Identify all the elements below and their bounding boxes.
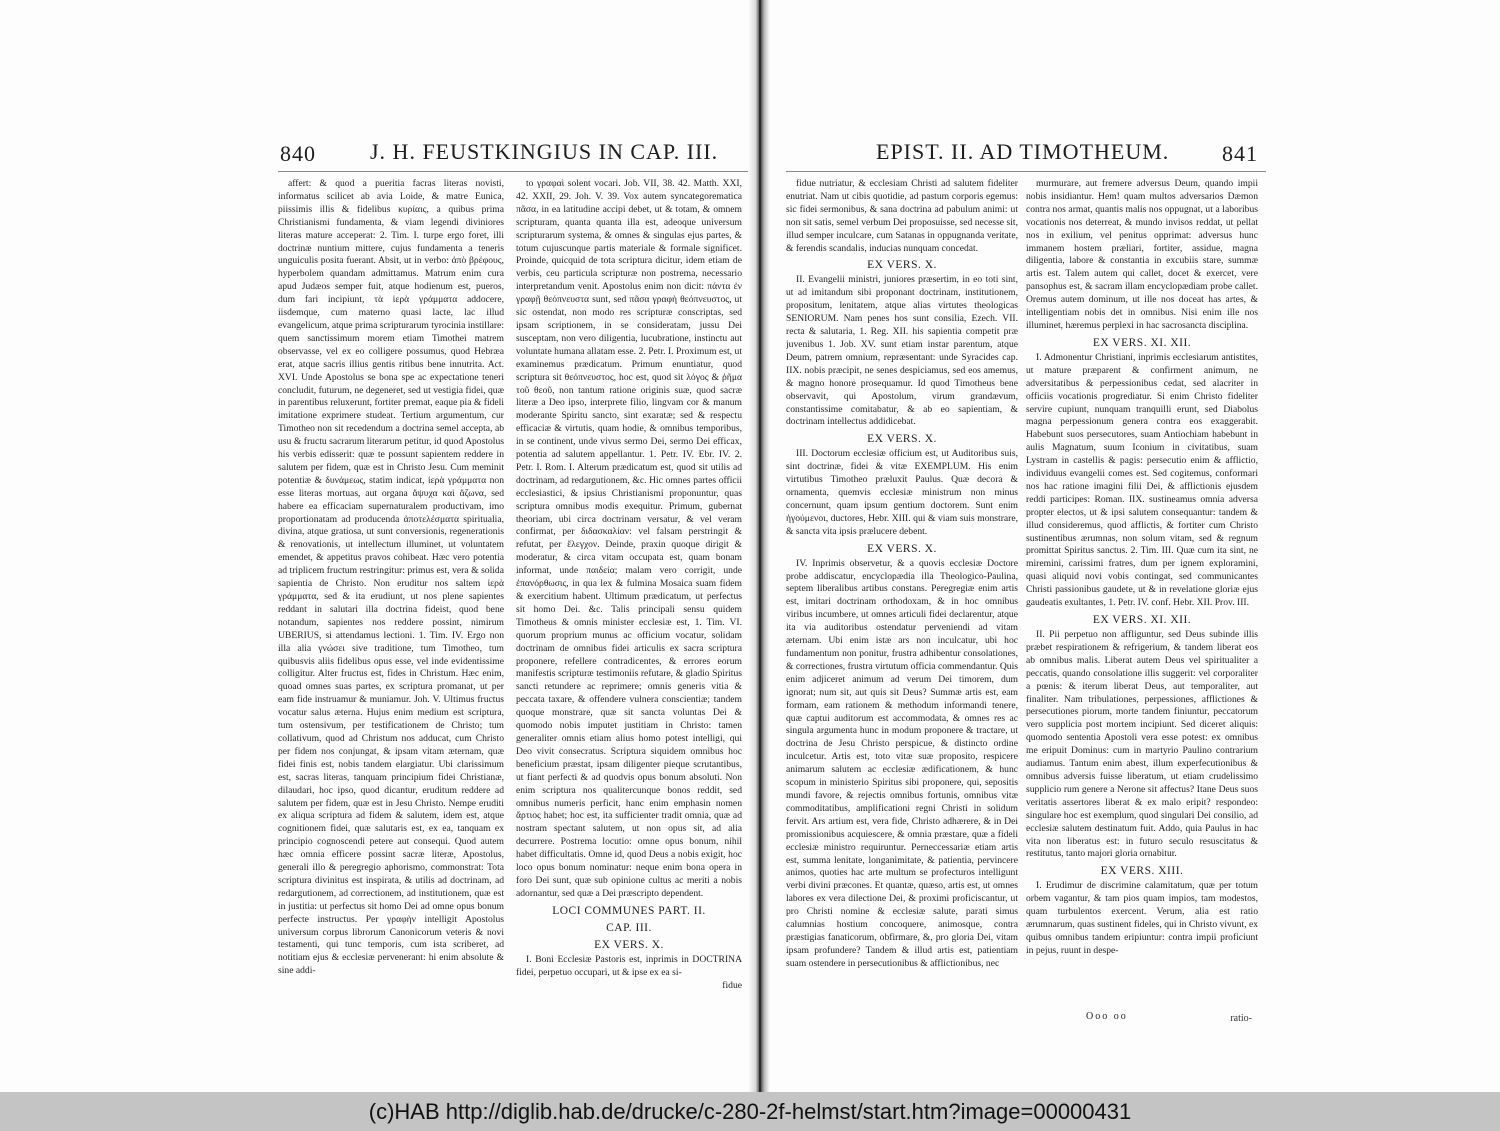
text-paragraph: II. Pii perpetuo non affliguntur, sed Deus subinde illis præbet respirationem & refrigerium, & tandem liberat eos ab omnibus malis. Liberat autem Deus vel spiritualiter a peccatis, quando consolatione illis suggerit: vel corporaliter a pœnis: & iterum liberat Deus, aut temporaliter, aut finaliter. Nam tribulationes, perpessiones, afflictiones & persecutiones piorum, morte tandem finiuntur, peccatorum vero supplicia post mortem incipiunt. Sed diceret aliquis: quomodo sententia Apostoli vera esse potest: ex omnibus me eripuit Dominus: cum in martyrio Paulino contrarium audiamus. Tantum enim abest, illum experfecutionibus & omnibus adversis fuisse liberatum, ut etiam crudelissimo supplicio rum genere a Nerone sit affectus? Itane Deus suos veritatis assertores liberat & ex malo eripit? respondeo: singulare hoc est exemplum, quod singulari Dei consilio, ad ecclesiæ salutem destinatum fuit. Addo, quia Paulus in hac vita non liberatus est: in futuro seculo resuscitatus & restitutus, tanto majori gloria ornabitur. [1026, 629, 1258, 860]
text-paragraph: I. Boni Ecclesiæ Pastoris est, inprimis in DOCTRINA fidei, perpetuo occupari, ut & ipse ex ea si- [516, 953, 742, 978]
section-heading: EX VERS. XI. XII. [1092, 614, 1192, 626]
text-paragraph: fidue nutriatur, & ecclesiam Christi ad salutem fideliter enutriat. Nam ut cibis quotidie, ad pastum corporis egemus: sic fidei sermonibus, & sana doctrina ad pabulum animi: ut non sit satis, semel verbum Dei proposuisse, sed necesse sit, illud semper inculcare, cum Satanas in oppugnanda veritate, & ferendis scandalis, inducias nunquam concedat. [786, 178, 1018, 254]
section-heading: EX VERS. X. [867, 259, 937, 272]
gutter-fold-line [759, 0, 761, 1092]
left-column-1 [278, 178, 504, 988]
right-page-columns [786, 178, 1266, 988]
text-paragraph: to γραφαὶ solent vocari. Job. VII, 38. 42. Matth. XXI, 42. XXII, 29. Joh. V. 39. Vox autem syncategorematica πᾶσα, in ea latitudine accipi debet, ut & totam, & omnem scripturam, quanta quanta illa est, adeoque universum scripturarum systema, & omnes & singulas ejus partes, & totum cujuscunque partis materiale & formale significet. Proinde, quicquid de tota scriptura dicitur, idem etiam de verbis, ceu particula scripturæ non postrema, necessario interpretandum venit. Apostolus enim non dicit: πάντα ἐν γραφῇ θεόπνευστα sunt, sed πᾶσα γραφὴ θεόπνευστος, ut sic ostendat, non modo res scripturæ conscriptas, sed ipsam scriptionem, in se consideratam, jussu Dei susceptam, non vero diligentia, lucubratione, instinctu aut voluntate humana allatam esse. 2. Petr. I. Proximum est, ut examinemus prædicatum. Primum enuntiatur, quod scriptura sit θεόπνευστος, hoc est, quod sit λόγος & ῥῆμα τοῦ θεοῦ, non tantum ratione originis suæ, quod sacræ literæ a Deo ipso, interprete filio, lingvam cor & manum moderante Spiritu sancto, sint exaratæ; sed & respectu efficaciæ & virtutis, quam hodie, & omnibus temporibus, in se continent, unde vivus sermo Dei, sermo Dei efficax, potentia ad salutem appellantur. 1. Petr. IV. Ebr. IV. 2. Petr. I. Rom. I. Alterum prædicatum est, quod sit utilis ad doctrinam, ad redargutionem, &c. Hic omnes partes officii ecclesiastici, & ipsius Christianismi proponuntur, quas scriptura omnibus modis exequitur. Primum, gubernat theoriam, ubi circa doctrinam versatur, & vel veram confirmat, per διδασκαλίαν: vel falsam perstringit & refutat, per ἔλεγχον. Deinde, praxin quoque dirigit & moderatur, & circa vitam occupata est, quam bonam informat, unde παιδεία; malam vero corrigit, unde ἐπανόρθωσις, in qua lex & fulmina Mosaica suam fidem & exercitium habent. Ultimum prædicatum, ut perfectus sit homo Dei. &c. Talis principali sensu quidem Timotheus & omnis minister ecclesiæ est, 1. Tim. VI. quorum proprium munus ac officium vocatur, solidam doctrinam de omnibus fidei articulis ex sacra scriptura proponere, refellere contradicentes, & errores eorum manifestis scripturæ testimoniis refutare, & gladio Spiritus sancti retundere ac reprimere; omnis generis vitia & peccata taxare, & offendere vulnera conscientiæ; tandem quoque monstrare, quæ sit sancta voluntas Dei & quomodo nobis imputet justitiam in Christo: tamen generaliter omnis etiam alius homo potest intelligi, qui Deo vivit consecratus. Scriptura siquidem omnibus hoc beneficium præstat, ipsam diligenter pieque scrutantibus, ut fiant perfecti & ad quodvis opus bonum absoluti. Non enim scriptura nos qualitercunque bonos reddit, sed omnibus numeris perficit, hanc enim emphasin nomen ἄρτιος habet; hoc est, ita sufficienter tradit omnia, quæ ad nostram spectant salutem, ut non opus sit, ad alia decurrere. Postrema locutio: omne opus bonum, nihil habet difficultatis. Omne id, quod Deus a nobis exigit, hoc loco opus bonum nominatur: neque enim bona opera in foro Dei sunt, quæ sub opinione cultus ac meriti a nobis adornantur, sed quæ a Dei præscripto dependent. [516, 178, 742, 899]
section-heading-cap: CAP. III. [606, 921, 652, 934]
text-paragraph: III. Doctorum ecclesiæ officium est, ut Auditoribus suis, sint doctrinæ, fidei & vitæ EXEMPLUM. His enim virtutibus Timotheo præluxit Paulus. Quæ decora & ornamenta, quemvis ecclesiæ ministrum non minus concernunt, quam ipsum gentium doctorem. Sunt enim ἡγούμενοι, ductores, Hebr. XIII. qui & viam suis monstrare, & sancta vita ipsis prælucere debent. [786, 448, 1018, 537]
left-page-header [278, 135, 748, 172]
section-heading: EX VERS. X. [867, 433, 937, 446]
left-page [278, 135, 748, 988]
left-page-number: 840 [280, 141, 316, 166]
left-running-title: J. H. FEUSTKINGIUS IN CAP. III. [370, 139, 719, 164]
right-page-number: 841 [1222, 141, 1258, 166]
text-paragraph: IV. Inprimis observetur, & a quovis ecclesiæ Doctore probe addiscatur, encyclopædia illa Theologico-Paulina, septem liberalibus artibus constans. Peregregiæ enim artis est, imitari doctrinam orthodoxam, & in hoc omnibus viribus incumbere, ut omnes articuli fidei declarentur, atque ita via auditoribus ostendatur perveniendi ad vitam æternam. Ubi enim istæ ars non inculcatur, ubi hoc fundamentum non ponitur, frustra adhibentur consolationes, & correctiones, frustra virtutum officia commendantur. Quis enim adjiceret animum ad verum Dei timorem, dum ignorat; num sit, aut quis sit Deus? Summæ artis est, eam formam, eam rationem & methodum informandi tenere, quæ captui auditorum est accommodata, & omnes res ac singula argumenta hunc in modum proponere & tractare, ut doctrina de Jesu Christo perspicue, & distincto ordine inculcetur. Artis est, toto vitæ suæ proposito, respicere animarum salutem ac ecclesiæ ædificationem, & hunc scopum in ministerio Spiritus sibi proponere, qui, sepositis mundi favore, & rejectis omnibus fortunis, omnibus vitæ commoditatibus, amplificationi regni Christi in solidum fervit. Ars artium est, vera fide, Christo adhærere, & in Dei promissionibus acquiescere, & omnia præstare, quæ a fideli ecclesiæ ministro requiruntur. Perneccessariæ etiam artis est, summa lenitate, longanimitate, & patientia, pervincere animos, quoties hac arte multum se profecturos intelligunt verbi divini præcones. Et quantæ, quæso, artis est, ut omnes labores ex vera dilectione Dei, & proximi proficiscantur, ut pro Christi nomine & ecclesiæ salute, parati simus calumnias hostium concoquere, animosque, contra præstigias fanaticorum, obfirmare, &, pro gloria Dei, vitam ipsam profundere? Tandem & illud artis est, patientiam suam ostendere in persecutionibus & afflictionibus, nec [786, 557, 1018, 969]
section-heading: EX VERS. XIII. [1100, 865, 1184, 878]
right-running-title: EPIST. II. AD TIMOTHEUM. [876, 139, 1170, 164]
text-paragraph: II. Evangelii ministri, juniores præsertim, in eo toti sint, ut ad imitandum sibi proponant doctrinam, institutionem, propositum, lenitatem, atque alias virtutes theologicas SENIORUM. Nam penes hos sunt consilia, Ezech. VII. recta & salutaria, 1. Reg. XII. his sapientia competit præ juvenibus 1. Job. XV. sunt etiam instar parentum, atque Deum, patrem omnium, repræsentant: unde Syracides cap. IIX. nobis præcipit, ne senes despiciamus, sed eos amemus, & magno honore prosequamur. Id quod Timotheus bene observavit, qui Apostolum, virum grandævum, constantissime comitabatur, & ab eo sapientiam, & doctrinam intellectus addidicebat. [786, 274, 1018, 428]
credit-footer: (c)HAB http://diglib.hab.de/drucke/c-280-2f-helmst/start.htm?image=00000431 [0, 1092, 1500, 1131]
left-column-2 [516, 178, 742, 988]
right-page [786, 135, 1266, 1024]
text-paragraph: murmurare, aut fremere adversus Deum, quando impii nobis insidiantur. Hem! quam multos adversarios Dæmon contra nos armat, quantis malis nos oppugnat, ut a laboribus vocationis nos deterreat, & mundo invisos reddat, ut pellat nos in exilium, vel penitus opprimat: adversus hunc immanem hostem præliari, fortiter, assidue, magna diligentia, labore & constantia in excubiis stare, summæ artis est. Talem autem qui callet, docet & exercet, vere pansophus est, & sacram illam encyclopædiam probe callet. Oremus autem dominum, ut ille nos doceat has artes, & intelligentiam nobis det in omnibus. Nisi enim ille nos illuminet, hæremus perplexi in hac sacrosancta disciplina. [1026, 178, 1258, 331]
left-page-columns [278, 178, 748, 988]
text-paragraph: I. Admonentur Christiani, inprimis ecclesiarum antistites, ut mature præparent & confirment animum, ne adversitatibus & perpessionibus cedat, sed alacriter in officiis vocationis progrediatur. Si enim Christo fideliter servire cupiunt, nunquam tranquilli erunt, sed Diabolus magna perpessionum genera contra eos exaggerabit. Habebunt suos persecutores, suam Antiochiam habebunt in aulis Magnatum, suum Iconium in civitatibus, suam Lystram in castellis & pagis: persecutio enim & afflictio, individuus evangelii comes est. Sed cogitemus, conformari nos hac ratione imagini filii Dei, & afflictionis ejusdem reddi participes: Roman. IIX. sustineamus omnia adversa propter electos, ut & ipsi salutem consequantur: tandem & illud consideremus, quod afflictis, & fortiter cum Christo sustinentibus ærumnas, non solum vitam, sed & regnum promittat Spiritus sanctus. 2. Tim. III. Quæ cum ita sint, ne miremini, carissimi fratres, dum per ignem exploramini, quasi aliquid novi vobis contingat, sed communicantes Christi passionibus gaudete, ut & in revelatione gloriæ ejus gaudeatis exultantes, 1. Petr. IV. conf. Hebr. XII. Prov. III. [1026, 351, 1258, 609]
right-column-2 [1026, 178, 1258, 988]
catchword: ratio- [1230, 1013, 1252, 1024]
section-heading: EX VERS. X. [867, 542, 937, 555]
section-heading-loci: LOCI COMMUNES PART. II. [552, 904, 706, 917]
signature-mark: Ooo oo [1086, 1011, 1128, 1022]
right-column-1 [786, 178, 1018, 988]
section-heading: EX VERS. XI. XII. [1092, 336, 1192, 349]
catchword: fidue [722, 979, 742, 988]
text-paragraph: affert: & quod a pueritia facras literas novisti, informatus scilicet ab avia Loide, & matre Eunica, piissimis illis & fidelibus κυρίαις, a quibus prima Christianismi fundamenta, & viam legendi diviniores literas mature acceperat: 2. Tim. I. turpe ergo foret, illi doctrinæ nuntium mittere, cujus fundamenta a teneris unguiculis posita fuerant. Absit, ut in verbo: ἀπὸ βρέφους, hyperbolem quandam admittamus. Matrum enim cura apud Judæos semper fuit, atque hodienum est, pueros, dum fari incipiunt, τὰ ἱερὰ γράμματα addocere, iisdemque, cum materno quasi lacte, lac illud evangelicum, atque prima scripturarum tyrocinia instillare: quem sanctissimum morem etiam Timothei matrem observasse, vel ex eo colligere possumus, quod Hebræa erat, atque sacris illius gentis ritibus bene innutrita. Act. XVI. Unde Apostolus se bona spe ac expectatione teneri concludit, futurum, ne degeneret, sed ut vestigia fidei, quæ in parentibus reluxerunt, fortiter premat, eaque pia & fideli imitatione exprimere studeat. Tertium argumentum, cur Timotheo non sit recedendum a doctrina semel accepta, ab usu & fructu sacrarum literarum petitur, id quod Apostolus his verbis edisserit: quæ te possunt sapientem reddere in salutem per fidem, quæ est in Christo Jesu. Cum meminit potentiæ & δυνάμεως, statim indicat, ἱερὰ γράμματα non esse literas mortuas, aut organa ἄψυχα καὶ ἄζωνα, sed habere ea efficaciam supernaturalem productivam, imo proportionatam ad producenda ἀποτελέσματα spiritualia, divina, atque gratiosa, ut sunt conversionis, regenerationis & renovationis, ut intellectum illuminet, ut voluntatem emendet, & appetitus pravos cohibeat. Hæc vero potentia ad triplicem fructum restringitur: primus est, vera & solida sapientia de Christo. Non eruditur nos saltem ἱερὰ γράμματα, sed & ita erudiunt, ut nos plene sapientes reddant in salutari illa doctrina fideist, quod bene notandum, sapientes nos reddere possint, nimirum UBERIUS, si attendamus lectioni. 1. Tim. IV. Ergo non illa alia γνώσει sive traditione, tum Timotheo, tum quibusvis aliis fidelibus opus esse, vel inde evidentissime colligitur. Alter fructus est, fides in Christum. Hæc enim, quoad omnes suas partes, ex scriptura promanat, ut per eam fide instruamur & muniamur. Joh. V. Ultimus fructus vocatur salus æterna. Hujus enim medium est scriptura, tum ostensivum, per testificationem de Christo; tum collativum, quod ad Christum nos adducat, cum Christo per fidem nos conjungat, & ipsam vitam æternam, quæ fidei finis est, nobis tandem elargiatur. Ubi clarissimum est, sacras literas, tanquam principium fidei Christianæ, dilaudari, hoc ipso, quod dicantur, eruditum reddere ad salutem per fidem, quæ est in Jesu Christo. Nempe eruditi ex aliqua scriptura ad fidem & salutem, idem est, atque cognitionem fidei, quæ salutaris est, ex ea, tanquam ex principio cognoscendi petere aut consequi. Quod autem hæc omnia efficere possint sacræ literæ, Apostolus, generali illo & peregregio aphorismo, commonstrat: Tota scriptura divinitus est inspirata, & utilis ad doctrinam, ad redargutionem, ad correctionem, ad institutionem, quæ est in justitia: ut perfectus sit homo Dei ad omne opus bonum perfecte instructus. Per γραφὴν intelligit Apostolus universum corpus librorum Canonicorum veteris & novi testamenti, qui tunc temporis, cum ista scriberet, ad notitiam ejus & ecclesiæ pervenerant: hi enim absolute & sine addi- [278, 178, 504, 977]
right-page-header [786, 135, 1266, 172]
text-paragraph: I. Erudimur de discrimine calamitatum, quæ per totum orbem vagantur, & tam pios quam impios, tam modestos, quam turbulentos exercent. Verum, alia est ratio ærumnarum, quas sustinent fideles, qui in Christo vivunt, ex quibus omnibus tandem eripiuntur: contra impii proficiunt in pejus, ruunt in despe- [1026, 880, 1258, 956]
section-heading-ex-vers: EX VERS. X. [594, 938, 664, 951]
